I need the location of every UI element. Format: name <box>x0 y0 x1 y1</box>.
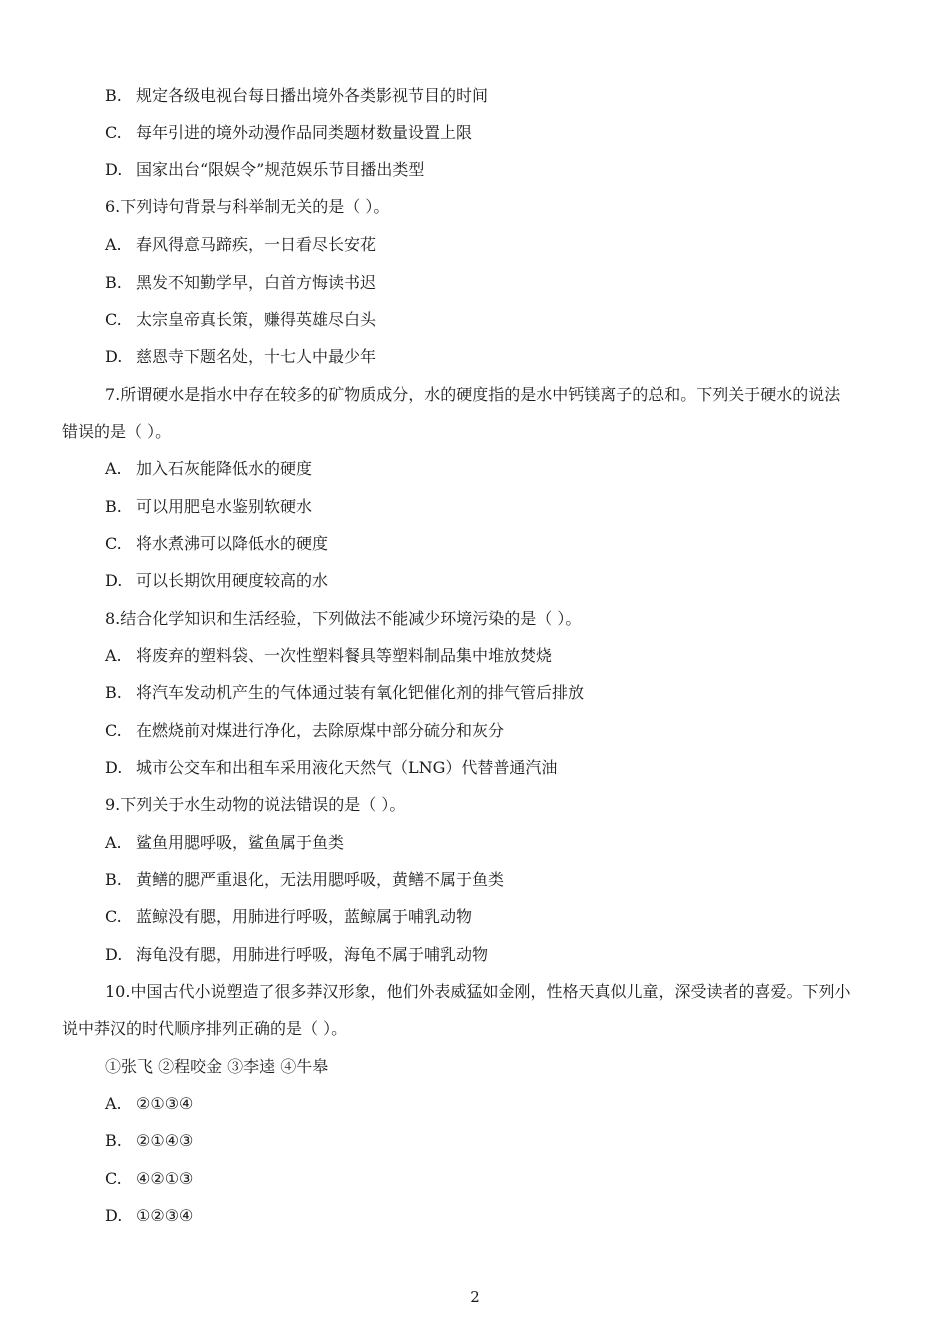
option-text: 慈恩寺下题名处，十七人中最少年 <box>136 347 377 366</box>
option-text: ①②③④ <box>136 1206 194 1225</box>
option-text: 每年引进的境外动漫作品同类题材数量设置上限 <box>136 123 473 142</box>
option-letter: D. <box>105 160 123 179</box>
option-text: ④②①③ <box>136 1169 194 1188</box>
option-letter: B. <box>105 683 122 702</box>
q10-option-b <box>105 1131 193 1151</box>
q8-option-a <box>105 646 552 666</box>
option-letter: D. <box>105 571 123 590</box>
option-letter: A. <box>105 1094 122 1113</box>
option-letter: B. <box>105 86 122 105</box>
option-text: 鲨鱼用腮呼吸，鲨鱼属于鱼类 <box>136 833 345 852</box>
option-text: 国家出台“限娱令”规范娱乐节目播出类型 <box>136 160 425 179</box>
option-letter: C. <box>105 534 122 553</box>
option-text: 规定各级电视台每日播出境外各类影视节目的时间 <box>136 86 489 105</box>
q6-stem: 6.下列诗句背景与科举制无关的是（ ）。 <box>105 197 390 216</box>
option-text: 加入石灰能降低水的硬度 <box>136 459 313 478</box>
q10-option-c <box>105 1169 193 1189</box>
q6-option-c <box>105 310 376 330</box>
q8-option-b <box>105 683 584 703</box>
option-letter: A. <box>105 459 122 478</box>
q8-stem: 8.结合化学知识和生活经验，下列做法不能减少环境污染的是（ ）。 <box>105 609 582 628</box>
option-letter: D. <box>105 1206 123 1225</box>
option-text: ②①④③ <box>136 1131 194 1150</box>
q10-items: ①张飞 ②程咬金 ③李逵 ④牛皋 <box>105 1057 329 1076</box>
q5-option-c <box>105 123 472 143</box>
q10-option-d <box>105 1206 193 1226</box>
q7-option-b <box>105 497 312 517</box>
q6-option-b <box>105 273 376 293</box>
option-letter: C. <box>105 907 122 926</box>
option-text: 将废弃的塑料袋、一次性塑料餐具等塑料制品集中堆放焚烧 <box>136 646 553 665</box>
option-text: 在燃烧前对煤进行净化，去除原煤中部分硫分和灰分 <box>136 721 505 740</box>
option-text: 黄鳝的腮严重退化，无法用腮呼吸，黄鳝不属于鱼类 <box>136 870 505 889</box>
q8-option-d <box>105 758 557 778</box>
q9-stem: 9.下列关于水生动物的说法错误的是（ ）。 <box>105 795 406 814</box>
q6-option-a <box>105 235 376 255</box>
option-letter: C. <box>105 1169 122 1188</box>
q10-stem-line2: 说中莽汉的时代顺序排列正确的是（ ）。 <box>62 1019 348 1038</box>
option-letter: D. <box>105 758 123 777</box>
q8-option-c <box>105 721 504 741</box>
q5-option-d <box>105 160 424 180</box>
option-letter: B. <box>105 870 122 889</box>
option-letter: B. <box>105 1131 122 1150</box>
option-text: 可以用肥皂水鉴别软硬水 <box>136 497 313 516</box>
q7-stem-line2: 错误的是（ ）。 <box>62 422 172 441</box>
option-text: 城市公交车和出租车采用液化天然气（LNG）代替普通汽油 <box>136 758 558 777</box>
option-letter: C. <box>105 721 122 740</box>
q9-option-d <box>105 945 488 965</box>
option-letter: A. <box>105 646 122 665</box>
q6-option-d <box>105 347 376 367</box>
option-text: 春风得意马蹄疾，一日看尽长安花 <box>136 235 377 254</box>
q9-option-c <box>105 907 472 927</box>
q7-option-d <box>105 571 328 591</box>
option-letter: B. <box>105 497 122 516</box>
q9-option-a <box>105 833 344 853</box>
option-text: 将水煮沸可以降低水的硬度 <box>136 534 329 553</box>
option-text: ②①③④ <box>136 1094 194 1113</box>
q10-stem-line1: 10.中国古代小说塑造了很多莽汉形象，他们外表威猛如金刚，性格天真似儿童，深受读者的喜爱。下列小 <box>105 982 851 1001</box>
option-text: 将汽车发动机产生的气体通过装有氧化钯催化剂的排气管后排放 <box>136 683 585 702</box>
q9-option-b <box>105 870 504 890</box>
q7-stem-line1: 7.所谓硬水是指水中存在较多的矿物质成分，水的硬度指的是水中钙镁离子的总和。下列关于硬水的说法 <box>105 385 841 404</box>
q10-option-a <box>105 1094 193 1114</box>
option-text: 蓝鲸没有腮，用肺进行呼吸，蓝鲸属于哺乳动物 <box>136 907 473 926</box>
option-letter: D. <box>105 347 123 366</box>
option-letter: C. <box>105 310 122 329</box>
option-text: 黑发不知勤学早，白首方悔读书迟 <box>136 273 377 292</box>
option-text: 可以长期饮用硬度较高的水 <box>136 571 329 590</box>
option-letter: A. <box>105 235 122 254</box>
q5-option-b <box>105 86 488 106</box>
option-letter: C. <box>105 123 122 142</box>
option-letter: A. <box>105 833 122 852</box>
option-letter: B. <box>105 273 122 292</box>
option-text: 海龟没有腮，用肺进行呼吸，海龟不属于哺乳动物 <box>136 945 489 964</box>
page-number: 2 <box>470 1288 480 1306</box>
q7-option-a <box>105 459 312 479</box>
option-text: 太宗皇帝真长策，赚得英雄尽白头 <box>136 310 377 329</box>
q7-option-c <box>105 534 328 554</box>
option-letter: D. <box>105 945 123 964</box>
